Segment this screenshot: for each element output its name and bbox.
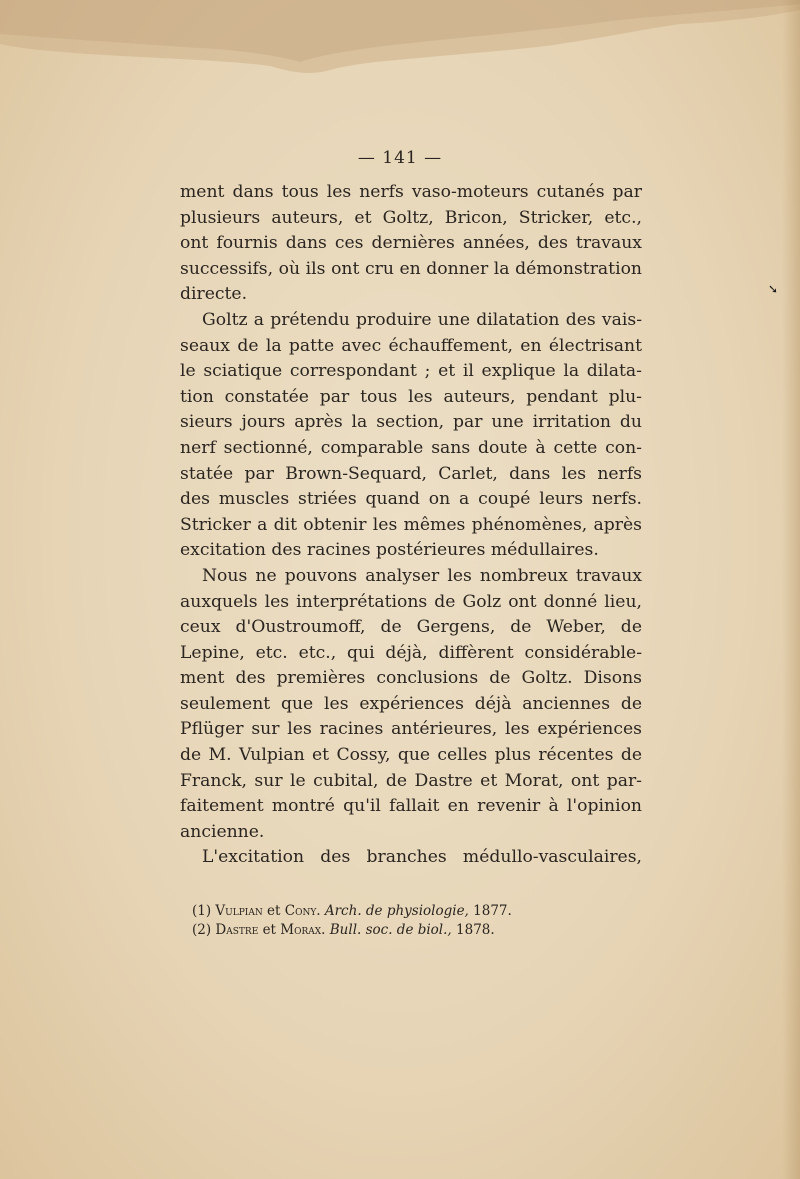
footnote-1: [192, 902, 512, 921]
text-line: ceux d'Oustroumoff, de Gergens, de Weber, de: [180, 617, 642, 638]
text-line: auxquels les interprétations de Golz ont donné lieu,: [180, 591, 642, 612]
footnote-journal: Bull. soc. de biol.,: [329, 922, 452, 938]
text-line: ancienne.: [180, 821, 265, 842]
torn-top-edge: [0, 0, 800, 90]
text-line: directe.: [180, 284, 248, 305]
text-line: statée par Brown-Sequard, Carlet, dans les nerfs: [180, 463, 642, 484]
text-line: faitement montré qu'il fallait en revenir à l'opinion: [180, 796, 642, 817]
footnote-number: (1): [192, 903, 212, 919]
page-right-shadow: [782, 0, 800, 1179]
text-line: Goltz a prétendu produire une dilatation des vais-: [202, 309, 642, 330]
text-line: sieurs jours après la section, par une irritation du: [180, 412, 642, 433]
text-line: ont fournis dans ces dernières années, des travaux: [180, 233, 642, 254]
text-line: nerf sectionné, comparable sans doute à cette con-: [180, 437, 642, 458]
margin-mark: ➘: [768, 282, 779, 296]
footnote-author: Vulpian: [215, 903, 263, 919]
text-line: successifs, où ils ont cru en donner la démonstration: [180, 258, 642, 279]
footnote-year: 1877.: [473, 903, 512, 919]
text-line: des muscles striées quand on a coupé leurs nerfs.: [180, 489, 642, 510]
text-line: ment dans tous les nerfs vaso-moteurs cutanés par: [180, 182, 642, 202]
footnotes: [192, 902, 512, 940]
footnote-journal: Arch. de physiologie,: [324, 903, 469, 919]
text-line: seulement que les expériences déjà anciennes de: [180, 693, 642, 714]
text-line: excitation des racines postérieures médullaires.: [180, 540, 599, 561]
text-line: Lepine, etc. etc., qui déjà, diffèrent considérable-: [180, 642, 642, 663]
footnote-year: 1878.: [456, 922, 495, 938]
text-line: le sciatique correspondant ; et il explique la dilata-: [180, 361, 642, 382]
footnote-number: (2): [192, 922, 212, 938]
page-number: — 141 —: [357, 148, 443, 168]
footnote-2: [192, 921, 512, 940]
text-line: seaux de la patte avec échauffement, en électrisant: [180, 335, 642, 356]
footnote-coauthor: Cony.: [284, 903, 321, 919]
body-text: [180, 180, 642, 871]
footnote-author: Dastre: [215, 922, 259, 938]
text-line: Franck, sur le cubital, de Dastre et Morat, ont par-: [180, 770, 642, 791]
text-line: ment des premières conclusions de Goltz. Disons: [180, 668, 642, 689]
text-line: Pflüger sur les racines antérieures, les expériences: [180, 719, 642, 740]
text-line: Nous ne pouvons analyser les nombreux travaux: [202, 565, 642, 586]
footnote-joiner: et: [262, 922, 276, 938]
text-line: de M. Vulpian et Cossy, que celles plus récentes de: [180, 745, 642, 766]
text-line: L'excitation des branches médullo-vasculaires,: [202, 847, 642, 868]
text-line: tion constatée par tous les auteurs, pendant plu-: [180, 386, 642, 407]
text-line: Stricker a dit obtenir les mêmes phénomènes, après: [180, 514, 642, 535]
footnote-joiner: et: [267, 903, 281, 919]
footnote-coauthor: Morax.: [280, 922, 326, 938]
text-line: plusieurs auteurs, et Goltz, Bricon, Stricker, etc.,: [180, 207, 642, 228]
